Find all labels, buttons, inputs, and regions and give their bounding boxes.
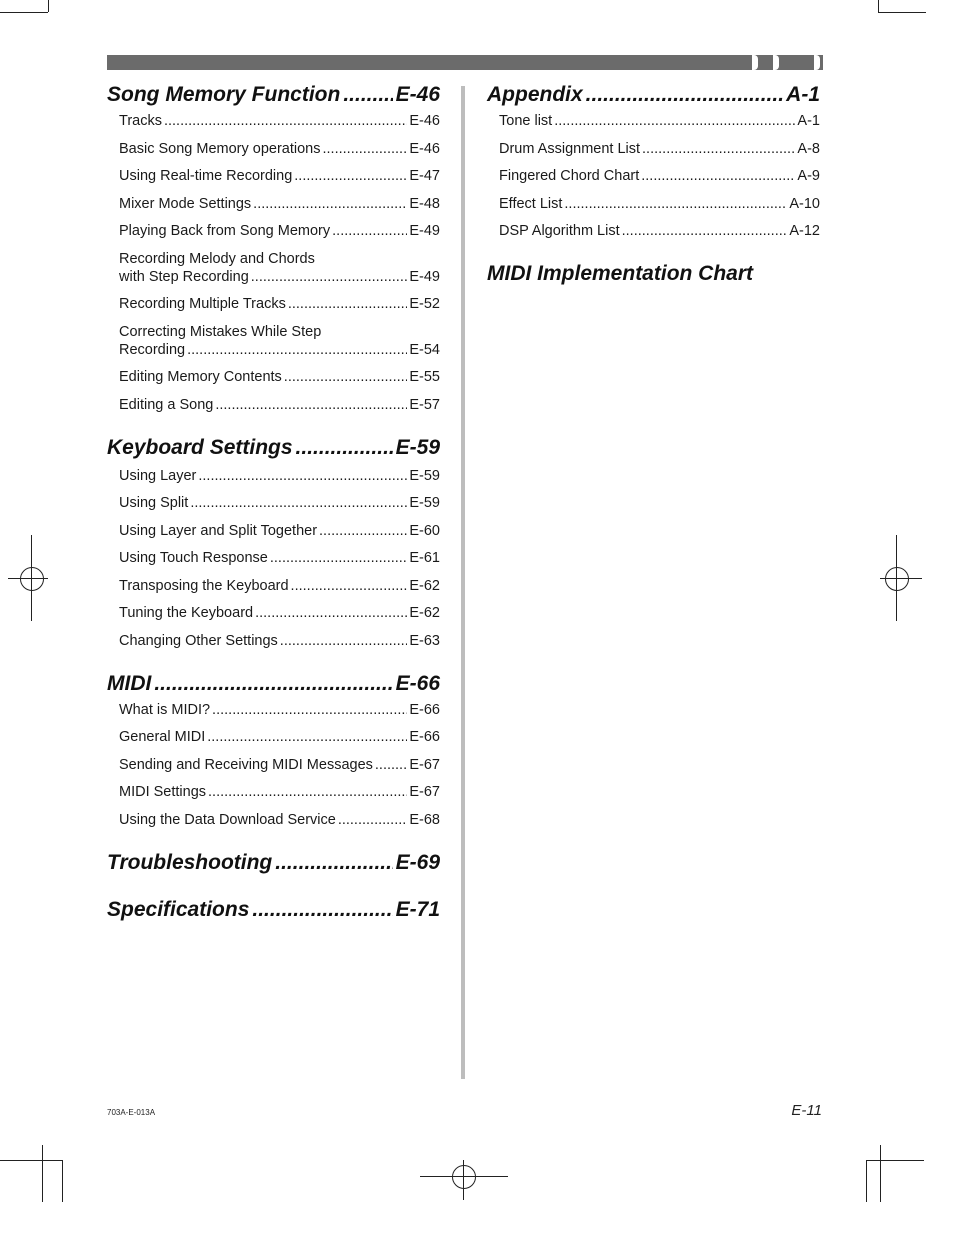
toc-entry[interactable]: Fingered Chord Chart ..... A-9 <box>487 167 820 185</box>
toc-entry[interactable]: Mixer Mode Settings ..... E-48 <box>107 195 440 213</box>
toc-right-column <box>487 80 820 289</box>
toc-entry[interactable]: General MIDI ..... E-66 <box>107 728 440 746</box>
crop-mark <box>880 1145 881 1202</box>
toc-entry[interactable]: Tone list ..... A-1 <box>487 112 820 130</box>
toc-entry[interactable]: Drum Assignment List ..... A-8 <box>487 140 820 158</box>
banner-notch <box>752 55 758 70</box>
toc-section-heading[interactable]: Keyboard Settings ..... E-59 <box>107 433 440 463</box>
toc-entry[interactable]: Using Real-time Recording ..... E-47 <box>107 167 440 185</box>
toc-entry[interactable]: Editing Memory Contents ..... E-55 <box>107 368 440 386</box>
toc-left-column <box>107 80 440 925</box>
toc-entry[interactable]: Sending and Receiving MIDI Messages ..... E-67 <box>107 756 440 774</box>
toc-section-heading[interactable]: Troubleshooting ..... E-69 <box>107 848 440 878</box>
registration-circle <box>452 1165 476 1189</box>
toc-entry[interactable]: DSP Algorithm List ..... A-12 <box>487 222 820 240</box>
registration-circle <box>885 567 909 591</box>
toc-section-heading[interactable]: MIDI ..... E-66 <box>107 669 440 699</box>
banner-notch <box>773 55 779 70</box>
toc-entry[interactable]: Basic Song Memory operations ..... E-46 <box>107 140 440 158</box>
toc-entry[interactable]: Editing a Song ..... E-57 <box>107 396 440 414</box>
toc-entry[interactable]: Playing Back from Song Memory ..... E-49 <box>107 222 440 240</box>
header-banner <box>107 55 823 70</box>
column-divider <box>461 86 465 1079</box>
toc-entry[interactable]: Recording Multiple Tracks ..... E-52 <box>107 295 440 313</box>
crop-mark <box>866 1160 924 1161</box>
toc-entry[interactable]: Using Split ..... E-59 <box>107 494 440 512</box>
toc-entry[interactable]: Changing Other Settings ..... E-63 <box>107 632 440 650</box>
crop-mark <box>0 12 48 13</box>
toc-entry[interactable]: What is MIDI? ..... E-66 <box>107 701 440 719</box>
toc-section-heading[interactable]: Appendix ..... A-1 <box>487 80 820 110</box>
crop-mark <box>866 1160 867 1202</box>
toc-entry[interactable]: Using the Data Download Service ..... E-68 <box>107 811 440 829</box>
crop-mark <box>48 0 49 12</box>
registration-circle <box>20 567 44 591</box>
crop-mark <box>878 12 926 13</box>
crop-mark <box>0 1160 62 1161</box>
toc-entry[interactable]: Using Touch Response ..... E-61 <box>107 549 440 567</box>
banner-notch <box>814 55 820 70</box>
toc-entry[interactable]: Transposing the Keyboard ..... E-62 <box>107 577 440 595</box>
toc-entry[interactable]: Using Layer and Split Together ..... E-60 <box>107 522 440 540</box>
toc-entry[interactable]: Tracks ..... E-46 <box>107 112 440 130</box>
toc-entry[interactable]: Correcting Mistakes While Step Recording ..... E-54 <box>107 323 440 359</box>
document-code: 703A-E-013A <box>107 1108 156 1117</box>
toc-entry[interactable]: Tuning the Keyboard ..... E-62 <box>107 604 440 622</box>
toc-section-heading[interactable]: Song Memory Function ..... E-46 <box>107 80 440 110</box>
toc-entry[interactable]: Effect List ..... A-10 <box>487 195 820 213</box>
toc-entry[interactable]: Recording Melody and Chords with Step Recording ..... E-49 <box>107 250 440 286</box>
crop-mark <box>62 1160 63 1202</box>
crop-mark <box>878 0 879 12</box>
toc-section-heading[interactable]: Specifications ..... E-71 <box>107 895 440 925</box>
page-number: E-11 <box>791 1102 822 1119</box>
toc-entry[interactable]: Using Layer ..... E-59 <box>107 467 440 485</box>
crop-mark <box>42 1145 43 1202</box>
toc-entry[interactable]: MIDI Settings ..... E-67 <box>107 783 440 801</box>
toc-section-heading[interactable]: MIDI Implementation Chart <box>487 262 754 285</box>
